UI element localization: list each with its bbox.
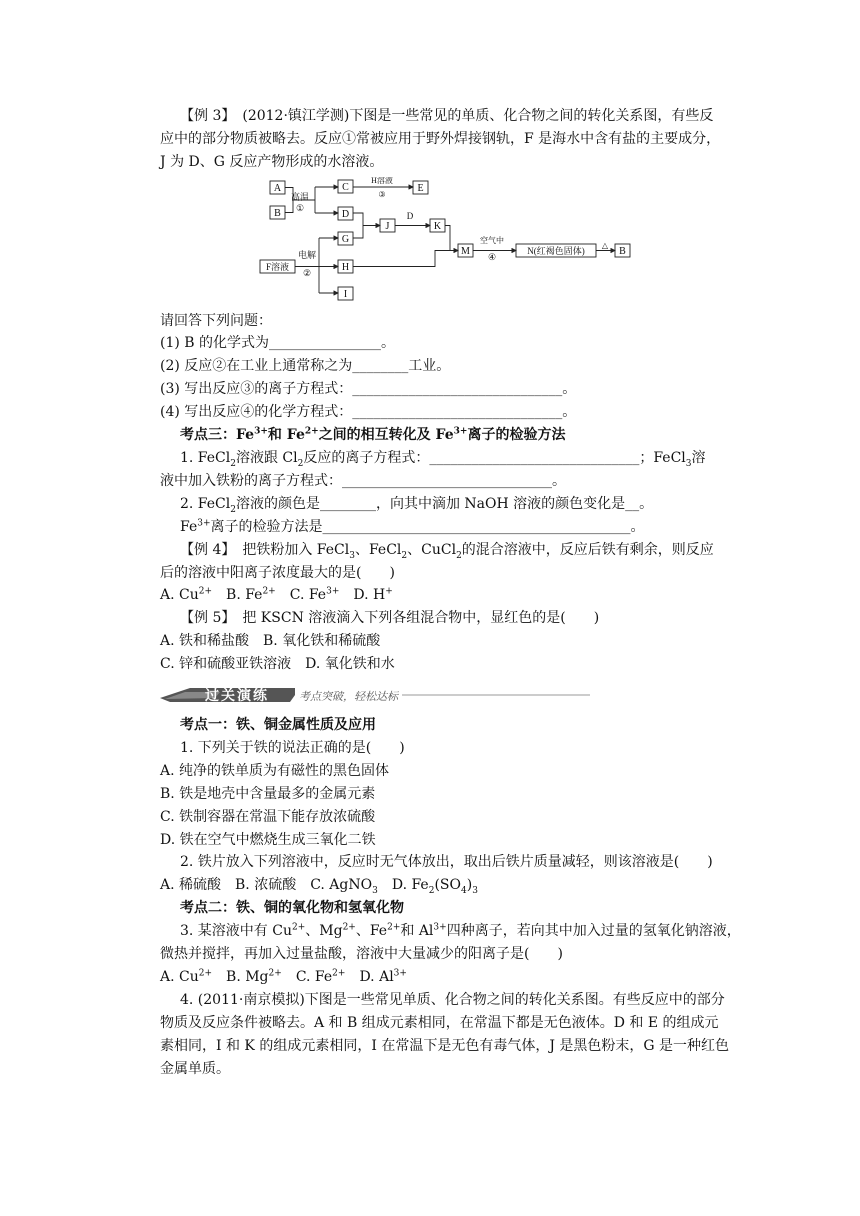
svg-text:④: ④ <box>487 252 497 262</box>
question-3: (3) 写出反应③的离子方程式：______________________________。 <box>160 381 577 397</box>
kp2-question-4-line-2: 物质及反应条件被略去。A 和 B 组成元素相同，在常温下都是无色液体。D 和 E 的组成元 <box>160 1015 719 1031</box>
kp2-question-3-cont: 微热并搅拌，再加入过量盐酸，溶液中大量减少的阳离子是( ) <box>160 946 563 962</box>
kp1-option-d: D. 铁在空气中燃烧生成三氧化二铁 <box>160 832 376 848</box>
kp2-question-4-line-1: 4. (2011·南京模拟)下图是一些常见单质、化合物之间的转化关系图。有些反应中的部分 <box>180 992 725 1008</box>
example-5-line-2: A. 铁和稀盐酸 B. 氧化铁和稀硫酸 <box>160 633 381 649</box>
reaction-diagram <box>255 177 640 304</box>
question-4: (4) 写出反应④的化学方程式：______________________________。 <box>160 404 577 420</box>
svg-text:N(红褐色固体): N(红褐色固体) <box>527 246 585 256</box>
svg-text:E: E <box>417 183 424 194</box>
example-3-line-1: 【例 3】 (2012·镇江学测)下图是一些常见的单质、化合物之间的转化关系图，有些反 <box>180 108 714 124</box>
kp1-question-2: 2. 铁片放入下列溶液中，反应时无气体放出，取出后铁片质量减轻，则该溶液是( ) <box>180 854 713 870</box>
example-4-line-2: 后的溶液中阳离子浓度最大的是( ) <box>160 565 395 581</box>
svg-text:电解: 电解 <box>297 250 317 260</box>
banner-title: 过关演练 <box>205 688 269 704</box>
svg-text:G: G <box>341 234 350 245</box>
svg-text:D: D <box>406 211 414 221</box>
kp1-title: 考点一：铁、铜金属性质及应用 <box>180 717 376 733</box>
question-intro: 请回答下列问题： <box>160 313 272 329</box>
svg-text:空气中: 空气中 <box>480 236 504 245</box>
kp3-item-3: $Fe^{3+}$离子的检验方法是____________________________________________。 <box>180 518 645 535</box>
svg-text:F溶液: F溶液 <box>265 262 290 272</box>
example-4-options: A. $Cu^{2+}$ B. $Fe^{2+}$ C. $Fe^{3+}$ D. H+ <box>160 586 393 603</box>
svg-text:△: △ <box>601 241 609 250</box>
svg-text:A: A <box>273 183 282 194</box>
svg-text:②: ② <box>302 268 312 278</box>
example-3-line-2: 应中的部分物质被略去。反应①常被应用于野外焊接钢轨，F 是海水中含有盐的主要成分， <box>160 131 721 147</box>
svg-text:B: B <box>619 246 626 257</box>
svg-text:①: ① <box>295 203 305 213</box>
svg-text:H溶液: H溶液 <box>371 177 393 185</box>
kp2-title: 考点二：铁、铜的氧化物和氢氧化物 <box>180 900 404 916</box>
svg-text:I: I <box>343 289 348 300</box>
banner-subtitle: 考点突破，轻松达标 <box>295 688 402 704</box>
svg-text:D: D <box>341 209 350 220</box>
svg-text:J: J <box>385 221 390 232</box>
kp2-question-4-line-4: 金属单质。 <box>160 1061 230 1077</box>
example-5-line-3: C. 锌和硫酸亚铁溶液 D. 氧化铁和水 <box>160 656 395 672</box>
kp3-item-1-cont: 液中加入铁粉的离子方程式：______________________________。 <box>160 473 566 489</box>
svg-text:M: M <box>461 246 470 257</box>
question-1: (1) B 的化学式为________________。 <box>160 335 396 351</box>
kp2-question-4-line-3: 素相同，I 和 K 的组成元素相同，I 在常温下是无色有毒气体，J 是黑色粉末，G 是一种红色 <box>160 1038 730 1054</box>
example-3-line-3: J 为 D、G 反应产物形成的水溶液。 <box>160 154 384 170</box>
kp3-item-1: 1. FeCl$_2$溶液跟 $Cl_2$反应的离子方程式：______________________________；FeCl$_3$溶 <box>180 450 706 469</box>
kp1-question-2-options: A. 稀硫酸 B. 浓硫酸 C. AgNO$_3$ D. $Fe_2(SO_4)_3$ <box>160 877 478 896</box>
section-banner <box>160 684 700 706</box>
example-5-line-1: 【例 5】 把 KSCN 溶液滴入下列各组混合物中，显红色的是( ) <box>180 610 600 626</box>
kp2-question-3: 3. 某溶液中有 $Cu^{2+}$、$Mg^{2+}$、$Fe^{2+}$和 $Al^{3+}$四种离子，若向其中加入过量的氢氧化钠溶液， <box>180 922 741 939</box>
svg-text:C: C <box>342 182 349 193</box>
kp1-option-b: B. 铁是地壳中含量最多的金属元素 <box>160 786 376 802</box>
svg-text:H: H <box>341 262 350 273</box>
question-2: (2) 反应②在工业上通常称之为________工业。 <box>160 358 451 374</box>
svg-text:③: ③ <box>378 190 386 199</box>
kp1-option-c: C. 铁制容器在常温下能存放浓硫酸 <box>160 809 376 825</box>
svg-text:高温: 高温 <box>290 192 310 202</box>
kp3-title: 考点三：$Fe^{3+}$和 $Fe^{2+}$之间的相互转化及 $Fe^{3+}$离子的检验方法 <box>180 426 566 443</box>
example-4-line-1: 【例 4】 把铁粉加入 FeCl$_3$、FeCl$_2$、CuCl$_2$的混合溶液中，反应后铁有剩余，则反应 <box>180 542 714 561</box>
kp2-question-3-options: A. $Cu^{2+}$ B. $Mg^{2+}$ C. $Fe^{2+}$ D. $Al^{3+}$ <box>160 968 407 985</box>
svg-text:K: K <box>433 221 442 232</box>
kp3-item-2: 2. FeCl$_2$溶液的颜色是________，向其中滴加 NaOH 溶液的颜色变化是__。 <box>180 496 654 515</box>
svg-text:B: B <box>274 208 281 219</box>
kp1-question-1: 1. 下列关于铁的说法正确的是( ) <box>180 740 405 756</box>
kp1-option-a: A. 纯净的铁单质为有磁性的黑色固体 <box>160 763 390 779</box>
